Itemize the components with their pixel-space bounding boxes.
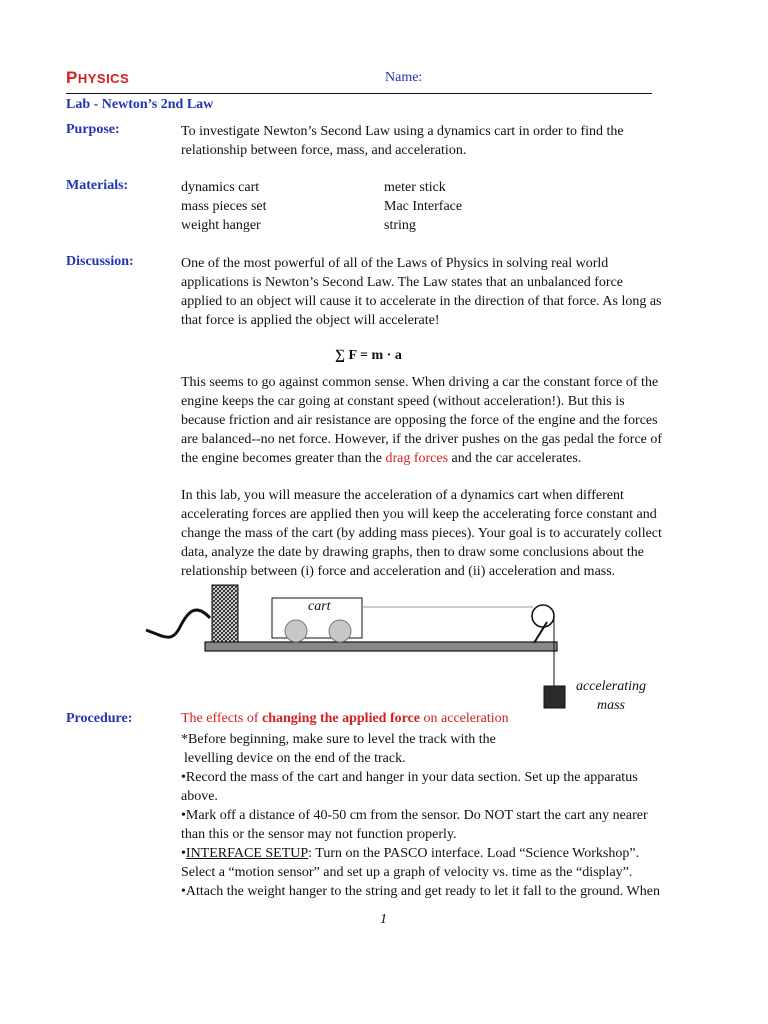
newton-equation: ∑ F = m · a xyxy=(335,348,402,363)
procedure-line: levelling device on the end of the track. xyxy=(184,751,406,766)
procedure-line: •INTERFACE SETUP: Turn on the PASCO interface. Load “Science Workshop”. xyxy=(181,846,640,861)
procedure-line: •Record the mass of the cart and hanger in your data section. Set up the apparatus xyxy=(181,770,638,785)
procedure-line: than this or the sensor may not function properly. xyxy=(181,827,457,842)
discussion-line: the engine becomes greater than the drag forces and the car accelerates. xyxy=(181,451,582,466)
pulley xyxy=(532,605,554,627)
procedure-label: Procedure: xyxy=(66,711,133,726)
procedure-line: •Mark off a distance of 40-50 cm from the sensor. Do NOT start the cart any nearer xyxy=(181,808,648,823)
discussion-paragraph-1 xyxy=(181,254,711,330)
material-item: Mac Interface xyxy=(384,199,463,214)
lab-title: Lab - Newton’s 2nd Law xyxy=(66,97,214,112)
drag-forces-highlight: drag forces xyxy=(385,451,449,466)
accelerating-mass-label: accelerating xyxy=(576,679,646,694)
apparatus-diagram xyxy=(0,575,768,715)
material-item: weight hanger xyxy=(181,218,261,233)
discussion-label: Discussion: xyxy=(66,254,134,269)
procedure-line: *Before beginning, make sure to level the track with the xyxy=(181,732,496,747)
materials-column-2 xyxy=(384,178,462,235)
cart-label: cart xyxy=(308,599,331,614)
discussion-line: One of the most powerful of all of the Laws of Physics in solving real world xyxy=(181,256,609,271)
discussion-line: data, analyze the date by drawing graphs, then to draw some conclusions about the xyxy=(181,545,645,560)
purpose-text xyxy=(181,122,711,160)
discussion-paragraph-3 xyxy=(181,486,711,581)
accelerating-mass-label: mass xyxy=(597,698,626,713)
discussion-line: engine keeps the car going at constant speed (without acceleration!). But this is xyxy=(181,394,625,409)
procedure-title-emphasis: changing the applied force xyxy=(261,711,421,726)
purpose-label: Purpose: xyxy=(66,122,120,137)
discussion-line: that force is applied the object will accelerate! xyxy=(181,313,440,328)
interface-setup-label: INTERFACE SETUP xyxy=(185,846,309,861)
procedure-line: •Attach the weight hanger to the string and get ready to let it fall to the ground. When xyxy=(181,884,660,899)
purpose-line: To investigate Newton’s Second Law using a dynamics cart in order to find the xyxy=(181,124,624,139)
discussion-line: change the mass of the cart (by adding mass pieces). Your goal is to accurately collect xyxy=(181,526,662,541)
procedure-title: The effects of changing the applied force on acceleration xyxy=(181,711,509,726)
material-item: string xyxy=(384,218,416,233)
cart-wheel xyxy=(285,620,307,642)
motion-sensor xyxy=(212,585,238,643)
material-item: dynamics cart xyxy=(181,180,260,195)
discussion-line: accelerating forces are applied then you will keep the accelerating force constant and xyxy=(181,507,657,522)
discussion-line: relationship between (i) force and acceleration and (ii) acceleration and mass. xyxy=(181,564,616,579)
name-label: Name: xyxy=(385,70,423,85)
discussion-line: because friction and air resistance are opposing the force of the engine and the forces xyxy=(181,413,658,428)
material-item: meter stick xyxy=(384,180,446,195)
sensor-cable xyxy=(146,610,210,637)
materials-column-1 xyxy=(181,178,267,235)
discussion-line: applications is Newton’s Second Law. The Law states that an unbalanced force xyxy=(181,275,624,290)
procedure-line: Select a “motion sensor” and set up a graph of velocity vs. time as the “display”. xyxy=(181,865,633,880)
procedure-steps xyxy=(181,730,711,901)
material-item: mass pieces set xyxy=(181,199,267,214)
subject-title: PHYSICS xyxy=(66,68,130,87)
purpose-line: relationship between force, mass, and acceleration. xyxy=(181,143,467,158)
track xyxy=(205,642,557,651)
hanging-mass xyxy=(544,686,565,708)
header-rule xyxy=(66,93,652,94)
discussion-line: This seems to go against common sense. When driving a car the constant force of the xyxy=(181,375,659,390)
discussion-paragraph-2 xyxy=(181,373,711,468)
procedure-line: above. xyxy=(181,789,218,804)
discussion-line: are balanced--no net force. However, if the driver pushes on the gas pedal the force of xyxy=(181,432,663,447)
cart-wheel xyxy=(329,620,351,642)
discussion-line: applied to an object will cause it to accelerate in the direction of that force. As long as xyxy=(181,294,662,309)
page-number: 1 xyxy=(380,912,387,927)
discussion-line: In this lab, you will measure the acceleration of a dynamics cart when different xyxy=(181,488,624,503)
materials-label: Materials: xyxy=(66,178,129,193)
